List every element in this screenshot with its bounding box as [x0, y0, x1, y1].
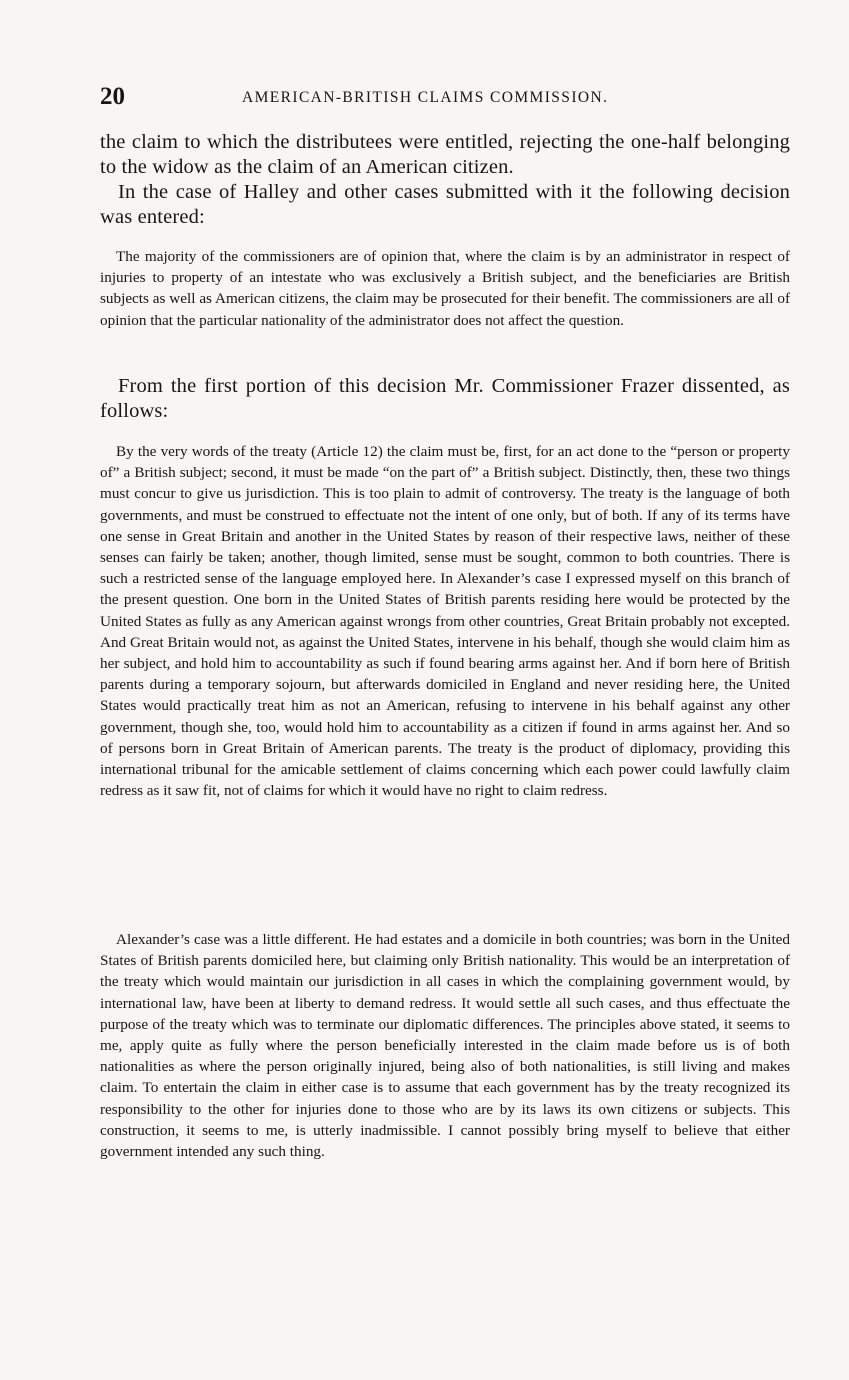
paragraph-continuation: the claim to which the distributees were entitled, rejecting the one-half belonging to the widow as the claim of an American citizen. — [100, 131, 790, 178]
dissent-paragraph-1: By the very words of the treaty (Article 12) the claim must be, first, for an act done to the “person or property of” a British subject; second, it must be made “on the part of” a British subject. Distinctly, then, these two things must concur to give us jurisdiction. This is too plain to admit of controversy. The treaty is the language of both governments, and must be construed to effectuate not the intent of one only, but of both. If any of its terms have one sense in Great Britain and another in the United States by reason of their respective laws, neither of these senses can fairly be taken; another, though limited, sense must be sought, common to both countries. There is such a restricted sense of the language employed here. In Alexander’s case I expressed myself on this branch of the present question. One born in the United States of British parents residing here would be protected by the United States as fully as any American against wrongs from other countries, Great Britain probably not excepted. And Great Britain would not, as against the United States, intervene in his behalf, though she would claim him as her subject, and hold him to accountability as such if found bearing arms against her. And if born here of British parents during a temporary sojourn, but afterwards domiciled in England and never residing here, the United States would practically treat him as not an American, refusing to intervene in his behalf against any other government, though she, too, would hold him to accountability as a citizen if found in arms against her. And so of persons born in Great Britain of American parents. The treaty is the product of diplomacy, providing this international tribunal for the amicable settlement of claims concerning which each power could lawfully claim redress as it saw fit, not of claims for which it would have no right to claim redress. — [100, 443, 790, 800]
dissent-paragraph-2: Alexander’s case was a little different. He had estates and a domicile in both countries; was born in the United States of British parents domiciled here, but claiming only British nationality. This would be an interpretation of the treaty which would maintain our jurisdiction in all cases in which the complaining government would, by international law, have been at liberty to demand redress. It would settle all such cases, and thus effectuate the purpose of the treaty which was to terminate our diplomatic differences. The principles above stated, it seems to me, apply quite as fully where the person beneficially interested in the claim made before us is of both nationalities as where the person originally injured, being also of both nationalities, is still living and makes claim. To entertain the claim in either case is to assume that each government has by the treaty recognized its responsibility to the other for injuries done to those who are by its laws its own citizens or subjects. This construction, it seems to me, is utterly inadmissible. I cannot possibly bring myself to believe that either government intended any such thing. — [100, 931, 790, 1161]
page-number: 20 — [100, 83, 125, 110]
paragraph-halley-intro: In the case of Halley and other cases submitted with it the following decision was entered: — [100, 181, 790, 228]
running-head-title: AMERICAN-BRITISH CLAIMS COMMISSION. — [242, 89, 609, 106]
running-head — [100, 83, 790, 113]
paragraph-frazer-dissent-intro: From the first portion of this decision Mr. Commissioner Frazer dissented, as follows: — [100, 375, 790, 422]
decision-quote: The majority of the commissioners are of opinion that, where the claim is by an administrator in respect of injuries to property of an intestate who was exclusively a British subject, and the beneficiaries are British subjects as well as American citizens, the claim may be prosecuted for their benefit. The commissioners are all of opinion that the particular nationality of the administrator does not affect the question. — [100, 248, 790, 329]
